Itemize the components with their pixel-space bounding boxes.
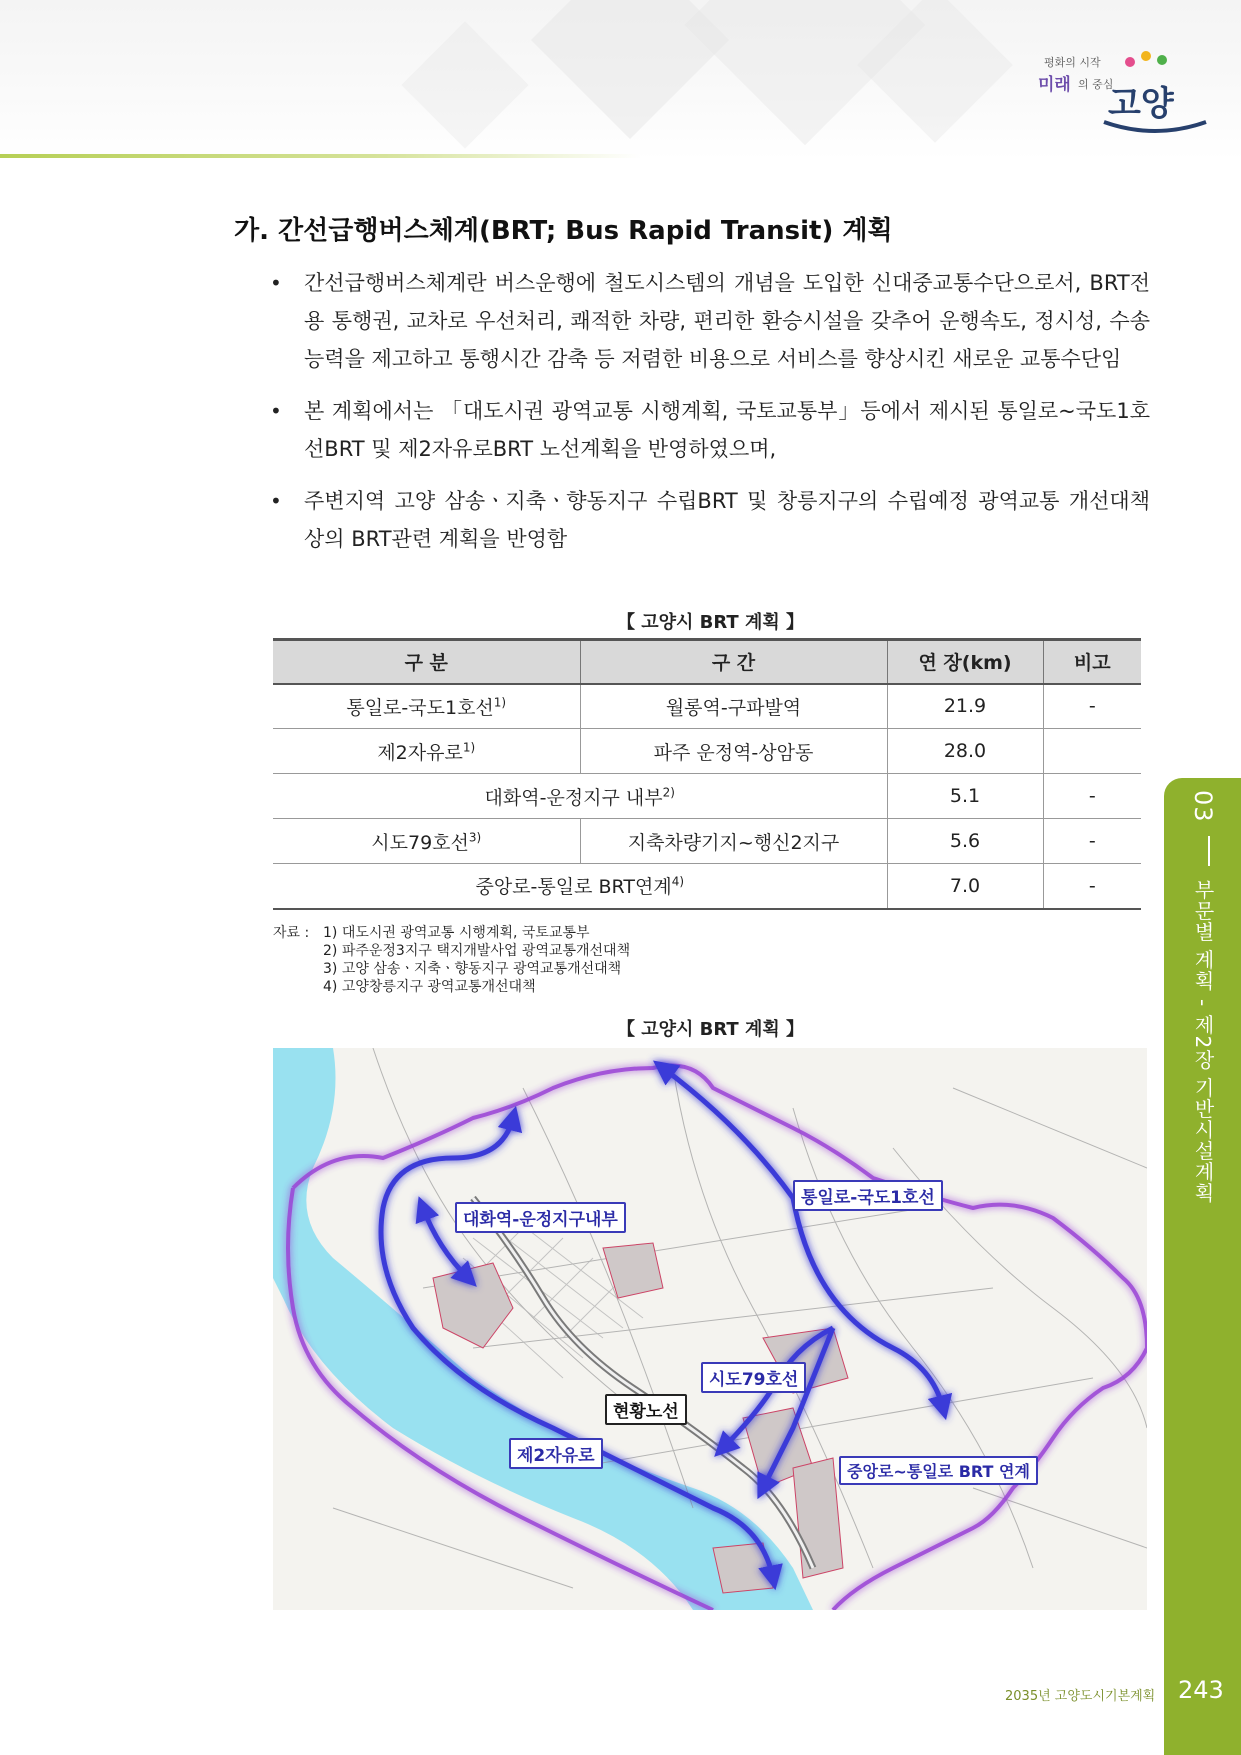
logo-city: 고양 [1108,84,1174,124]
cell-name: 제2자유로$^{1)}$ [273,729,580,774]
bullet-text: 간선급행버스체계란 버스운행에 철도시스템의 개념을 도입한 신대중교통수단으로서, BRT전용 통행권, 교차로 우선처리, 쾌적한 차량, 편리한 환승시설을 갖추어 운행속도, 정시성, 수송능력을 제고하고 통행시간 감축 등 저렴한 비용으로 서비스를 향상시킨 새로운 교통수단임 [304,271,1150,371]
table-row [273,684,1141,729]
cell-section: 지축차량기지~행신2지구 [580,819,887,864]
bullet-list [270,264,1150,572]
footer-doc-title: 2035년 고양도시기본계획 [1005,1689,1156,1704]
chapter-number: 03 [1189,790,1217,823]
bullet-dot-icon: • [270,489,282,513]
river-shape [273,1048,813,1610]
map-caption: 【 고양시 BRT 계획 】 [616,1019,805,1040]
section-title: 가. 간선급행버스체계(BRT; Bus Rapid Transit) 계획 [234,216,893,246]
table-row [273,864,1141,909]
table-row [273,774,1141,819]
source-item: 1) 대도시권 광역교통 시행계획, 국토교통부 [323,925,590,941]
logo-line2-small: 의 중심 [1078,78,1114,91]
header-note: 비고 [1043,640,1141,684]
cell-name: 시도79호선$^{3)}$ [273,819,580,864]
chapter-title: 부문별 계획 - 제2장 기반시설계획 [1191,879,1215,1204]
bullet-dot-icon: • [270,271,282,295]
bullet-text: 본 계획에서는 「대도시권 광역교통 시행계획, 국토교통부」등에서 제시된 통일로~국도1호선BRT 및 제2자유로BRT 노선계획을 반영하였으며, [304,399,1150,461]
table-row [273,819,1141,864]
map-label-daehwa: 대화역-운정지구내부 [455,1202,626,1233]
cell-length: 28.0 [887,729,1043,774]
table-header-row [273,640,1141,684]
source-label: 자료 : [273,925,310,941]
map-label-jeyu2: 제2자유로 [509,1438,603,1469]
page-number: 243 [1178,1676,1224,1704]
cell-note: - [1043,774,1141,819]
cell-length: 5.1 [887,774,1043,819]
source-item: 3) 고양 삼송ㆍ지축ㆍ향동지구 광역교통개선대책 [323,961,622,977]
map-label-current: 현황노선 [605,1394,687,1425]
table-caption: 【 고양시 BRT 계획 】 [616,612,805,633]
bullet-text: 주변지역 고양 삼송ㆍ지축ㆍ향동지구 수립BRT 및 창릉지구의 수립예정 광역교통 개선대책 상의 BRT관련 계획을 반영함 [304,489,1150,551]
bullet-item [270,482,1150,558]
logo-figures-icon [1120,48,1180,78]
map-label-tongil: 통일로-국도1호선 [793,1180,943,1211]
chapter-side-text [1178,790,1218,1204]
cell-name: 통일로-국도1호선$^{1)}$ [273,684,580,729]
goyang-logo [1038,54,1188,134]
header-section: 구 간 [580,640,887,684]
map-label-sido79: 시도79호선 [701,1362,806,1393]
cell-section: 파주 운정역-상암동 [580,729,887,774]
bullet-item [270,264,1150,378]
cell-merged-name: 중앙로-통일로 BRT연계$^{4)}$ [273,864,887,909]
source-item: 2) 파주운정3지구 택지개발사업 광역교통개선대책 [323,943,631,959]
source-item: 4) 고양창릉지구 광역교통개선대책 [323,979,536,995]
bullet-dot-icon: • [270,399,282,423]
cell-section: 월롱역-구파발역 [580,684,887,729]
cell-note: - [1043,864,1141,909]
logo-smile-icon [1100,118,1210,138]
header-accent-line [0,154,640,158]
map-graphic [273,1048,1147,1610]
chapter-divider [1208,836,1210,866]
cell-note: - [1043,819,1141,864]
source-notes [273,924,630,996]
cell-length: 21.9 [887,684,1043,729]
logo-line1: 평화의 시작 [1044,56,1101,69]
cell-length: 7.0 [887,864,1043,909]
map-label-jungang: 중앙로~통일로 BRT 연계 [839,1456,1038,1485]
bullet-item [270,392,1150,468]
cell-merged-name: 대화역-운정지구 내부$^{2)}$ [273,774,887,819]
logo-line2-big: 미래 [1038,75,1071,95]
cell-length: 5.6 [887,819,1043,864]
brt-plan-table [273,638,1141,910]
cell-note: - [1043,684,1141,729]
brt-route-map [273,1048,1147,1610]
table-caption-wrap [0,608,1241,634]
cell-note [1043,729,1141,774]
map-caption-wrap [0,1015,1241,1041]
table-row [273,729,1141,774]
header-category: 구 분 [273,640,580,684]
header-length: 연 장(km) [887,640,1043,684]
